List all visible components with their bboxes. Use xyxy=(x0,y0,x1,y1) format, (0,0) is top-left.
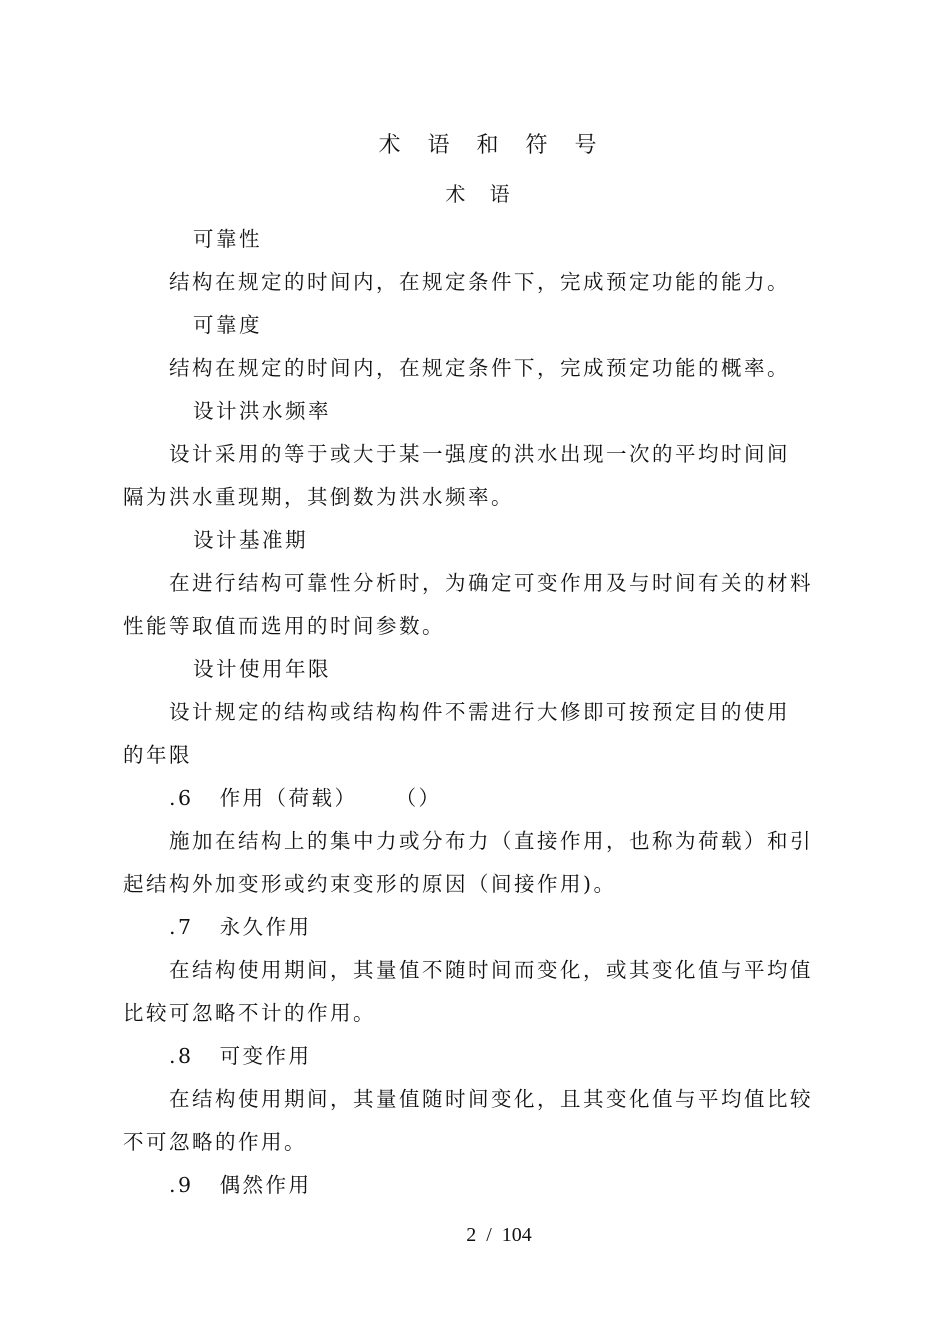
term-definition: 在进行结构可靠性分析时，为确定可变作用及与时间有关的材料 xyxy=(169,571,813,595)
term-definition: 施加在结构上的集中力或分布力（直接作用，也称为荷载）和引 xyxy=(169,829,813,853)
clause-number: .6 xyxy=(169,786,194,810)
term-definition-continued: 起结构外加变形或约束变形的原因（间接作用)。 xyxy=(123,872,617,896)
term-definition-continued: 的年限 xyxy=(123,743,192,767)
page-number-footer xyxy=(0,1225,950,1245)
total-pages: 104 xyxy=(501,1224,532,1246)
term-definition-continued: 隔为洪水重现期，其倒数为洪水频率。 xyxy=(123,485,514,509)
term-definition: 在结构使用期间，其量值随时间变化，且其变化值与平均值比较 xyxy=(169,1087,813,1111)
term-name: 偶然作用 xyxy=(219,1173,312,1197)
term-name: 作用（荷载） xyxy=(219,786,358,810)
section-title: 术 语 xyxy=(445,182,519,206)
page-separator: / xyxy=(486,1224,492,1246)
term-definition-continued: 性能等取值而选用的时间参数。 xyxy=(123,614,445,638)
term-definition: 结构在规定的时间内，在规定条件下，完成预定功能的概率。 xyxy=(169,356,790,380)
numbered-term-heading xyxy=(169,788,442,809)
term-heading: 设计洪水频率 xyxy=(193,399,331,423)
clause-number: .8 xyxy=(169,1044,194,1068)
numbered-term-heading xyxy=(169,1046,312,1067)
term-name: 永久作用 xyxy=(219,915,312,939)
term-heading: 可靠度 xyxy=(193,313,262,337)
term-definition: 结构在规定的时间内，在规定条件下，完成预定功能的能力。 xyxy=(169,270,790,294)
page-title: 术 语 和 符 号 xyxy=(378,133,607,158)
clause-number: .7 xyxy=(169,915,194,939)
term-definition-continued: 不可忽略的作用。 xyxy=(123,1130,307,1154)
term-definition: 在结构使用期间，其量值不随时间而变化，或其变化值与平均值 xyxy=(169,958,813,982)
numbered-term-heading xyxy=(169,917,312,938)
term-heading: 可靠性 xyxy=(193,227,262,251)
term-name: 可变作用 xyxy=(219,1044,312,1068)
term-english-parens: （） xyxy=(395,786,442,810)
term-heading: 设计使用年限 xyxy=(193,657,331,681)
numbered-term-heading xyxy=(169,1175,312,1196)
term-definition: 设计规定的结构或结构构件不需进行大修即可按预定目的使用 xyxy=(169,700,790,724)
current-page: 2 xyxy=(466,1224,477,1246)
term-definition: 设计采用的等于或大于某一强度的洪水出现一次的平均时间间 xyxy=(169,442,790,466)
clause-number: .9 xyxy=(169,1173,194,1197)
term-definition-continued: 比较可忽略不计的作用。 xyxy=(123,1001,376,1025)
term-heading: 设计基准期 xyxy=(193,528,308,552)
